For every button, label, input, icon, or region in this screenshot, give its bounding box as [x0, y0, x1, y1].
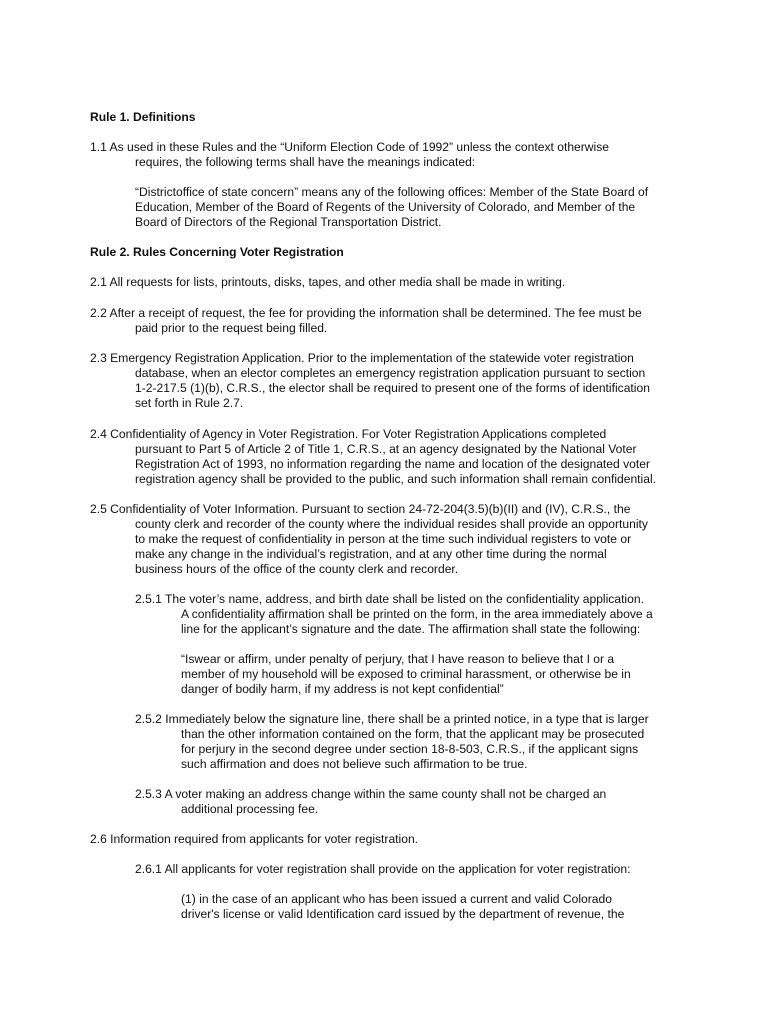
paragraph-line: 2.5.1 The voter’s name, address, and birth date shall be listed on the confidentiality application.	[135, 592, 644, 606]
paragraph-line: 2.6.1 All applicants for voter registration shall provide on the application for voter registration:	[135, 862, 631, 876]
paragraph-2-3	[90, 351, 650, 411]
paragraph-line: 2.4 Confidentiality of Agency in Voter Registration. For Voter Registration Applications completed	[90, 427, 607, 441]
paragraph-line: requires, the following terms shall have the meanings indicated:	[135, 155, 476, 169]
paragraph-2-6	[90, 832, 418, 847]
paragraph-line: than the other information contained on the form, that the applicant may be prosecuted	[181, 727, 645, 741]
definition-district-office	[135, 185, 648, 230]
paragraph-line: 2.5.2 Immediately below the signature line, there shall be a printed notice, in a type that is larger	[135, 712, 649, 726]
paragraph-line: Education, Member of the Board of Regents of the University of Colorado, and Member of the	[135, 200, 636, 214]
paragraph-line: 2.2 After a receipt of request, the fee for providing the information shall be determined. The fee must be	[90, 306, 642, 320]
paragraph-2-5-1	[135, 592, 653, 637]
paragraph-line: 2.6 Information required from applicants for voter registration.	[90, 832, 419, 846]
paragraph-line: to make the request of confidentiality in person at the time such individual registers to vote or	[135, 532, 632, 546]
paragraph-2-5	[90, 502, 648, 577]
paragraph-line: (1) in the case of an applicant who has been issued a current and valid Colorado	[181, 892, 612, 906]
paragraph-line: pursuant to Part 5 of Article 2 of Title 1, C.R.S., at an agency designated by the National Voter	[135, 442, 637, 456]
paragraph-line: 1-2-217.5 (1)(b), C.R.S., the elector shall be required to present one of the forms of identification	[135, 381, 650, 395]
paragraph-line: registration agency shall be provided to the public, and such information shall remain confidential.	[135, 472, 657, 486]
paragraph-line: 2.1 All requests for lists, printouts, disks, tapes, and other media shall be made in writing.	[90, 275, 566, 289]
paragraph-line: Registration Act of 1993, no information regarding the name and location of the designated voter	[135, 457, 650, 471]
paragraph-line: A confidentiality affirmation shall be printed on the form, in the area immediately above a	[181, 607, 653, 621]
paragraph-line: such affirmation and does not believe such affirmation to be true.	[181, 757, 528, 771]
affirmation-quote	[181, 652, 631, 697]
paragraph-line: 1.1 As used in these Rules and the “Uniform Election Code of 1992” unless the context otherwise	[90, 140, 609, 154]
paragraph-line: line for the applicant’s signature and the date. The affirmation shall state the following:	[181, 622, 641, 636]
paragraph-line: make any change in the individual’s registration, and at any other time during the normal	[135, 547, 607, 561]
paragraph-2-6-1	[135, 862, 630, 877]
paragraph-line: danger of bodily harm, if my address is not kept confidential”	[181, 682, 504, 696]
paragraph-line: database, when an elector completes an emergency registration application pursuant to section	[135, 366, 646, 380]
paragraph-2-2	[90, 306, 642, 336]
paragraph-line: Board of Directors of the Regional Transportation District.	[135, 215, 442, 229]
paragraph-line: 2.5 Confidentiality of Voter Information. Pursuant to section 24-72-204(3.5)(b)(II) and (IV), C.R.S., the	[90, 502, 631, 516]
paragraph-line: for perjury in the second degree under section 18-8-503, C.R.S., if the applicant signs	[181, 742, 639, 756]
paragraph-line: additional processing fee.	[181, 802, 319, 816]
paragraph-1-1	[90, 140, 609, 170]
paragraph-2-4	[90, 427, 656, 487]
paragraph-2-1	[90, 275, 565, 290]
paragraph-line: county clerk and recorder of the county where the individual resides shall provide an opportunity	[135, 517, 648, 531]
paragraph-line: member of my household will be exposed to criminal harassment, or otherwise be in	[181, 667, 631, 681]
paragraph-line: business hours of the office of the county clerk and recorder.	[135, 562, 459, 576]
paragraph-2-6-1-1	[181, 892, 624, 922]
paragraph-line: 2.3 Emergency Registration Application. Prior to the implementation of the statewide voter registration	[90, 351, 634, 365]
paragraph-line: set forth in Rule 2.7.	[135, 396, 244, 410]
paragraph-2-5-3	[135, 787, 606, 817]
paragraph-2-5-2	[135, 712, 649, 772]
paragraph-line: driver's license or valid Identification card issued by the department of revenue, the	[181, 907, 625, 921]
rule-1-heading: Rule 1. Definitions	[90, 110, 196, 124]
paragraph-line: 2.5.3 A voter making an address change within the same county shall not be charged an	[135, 787, 607, 801]
paragraph-line: “Districtoffice of state concern” means any of the following offices: Member of the State Board of	[135, 185, 649, 199]
paragraph-line: paid prior to the request being filled.	[135, 321, 328, 335]
rule-2-heading: Rule 2. Rules Concerning Voter Registration	[90, 245, 344, 259]
paragraph-line: “Iswear or affirm, under penalty of perjury, that I have reason to believe that I or a	[181, 652, 615, 666]
